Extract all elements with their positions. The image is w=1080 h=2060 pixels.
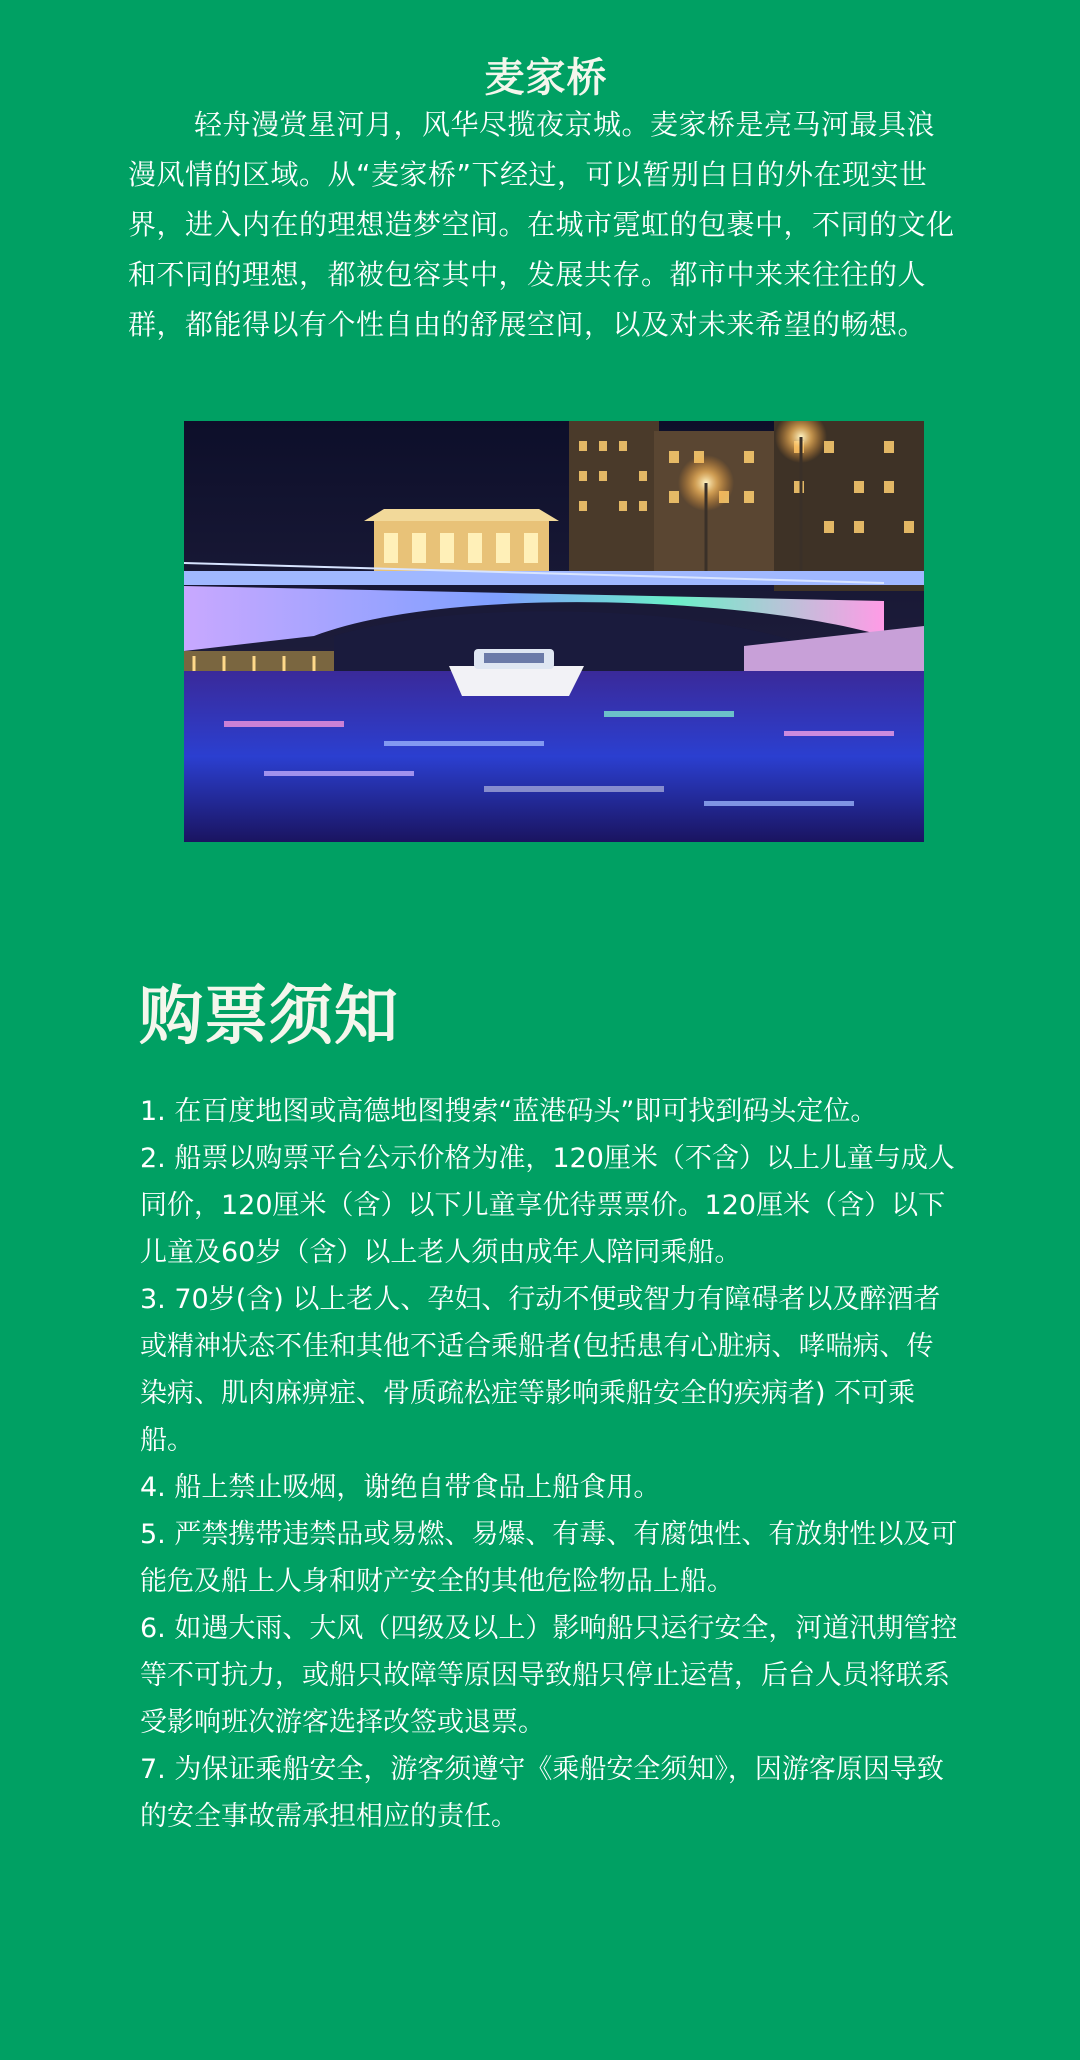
- bridge-section-title: 麦家桥: [484, 55, 608, 101]
- list-item: 3. 70岁(含) 以上老人、孕妇、行动不便或智力有障碍者以及醉酒者或精神状态不佳和其他不适合乘船者(包括患有心脏病、哮喘病、传染病、肌肉麻痹症、骨质疏松症等影响乘船安全的疾病者) 不可乘船。: [140, 1284, 941, 1456]
- list-item: 1. 在百度地图或高德地图搜索“蓝港码头”即可找到码头定位。: [140, 1096, 878, 1127]
- list-item: 6. 如遇大雨、大风（四级及以上）影响船只运行安全，河道汛期管控等不可抗力，或船只故障等原因导致船只停止运营，后台人员将联系受影响班次游客选择改签或退票。: [140, 1613, 958, 1738]
- ticket-notice-list: [140, 1088, 960, 1840]
- bridge-night-photo: [184, 421, 924, 842]
- list-item: 5. 严禁携带违禁品或易燃、易爆、有毒、有腐蚀性、有放射性以及可能危及船上人身和财产安全的其他危险物品上船。: [140, 1519, 958, 1597]
- list-item: 2. 船票以购票平台公示价格为准，120厘米（不含）以上儿童与成人同价，120厘米（含）以下儿童享优待票票价。120厘米（含）以下儿童及60岁（含）以上老人须由成年人陪同乘船。: [140, 1143, 955, 1268]
- bridge-description: 轻舟漫赏星河月，风华尽揽夜京城。麦家桥是亮马河最具浪漫风情的区域。从“麦家桥”下经过，可以暂别白日的外在现实世界，进入内在的理想造梦空间。在城市霓虹的包裹中，不同的文化和不同的理想，都被包容其中，发展共存。都市中来来往往的人群，都能得以有个性自由的舒展空间，以及对未来希望的畅想。: [128, 108, 955, 341]
- list-item: 4. 船上禁止吸烟，谢绝自带食品上船食用。: [140, 1472, 661, 1503]
- list-item: 7. 为保证乘船安全，游客须遵守《乘船安全须知》，因游客原因导致的安全事故需承担相应的责任。: [140, 1754, 944, 1832]
- ticket-notice-title: 购票须知: [139, 980, 399, 1054]
